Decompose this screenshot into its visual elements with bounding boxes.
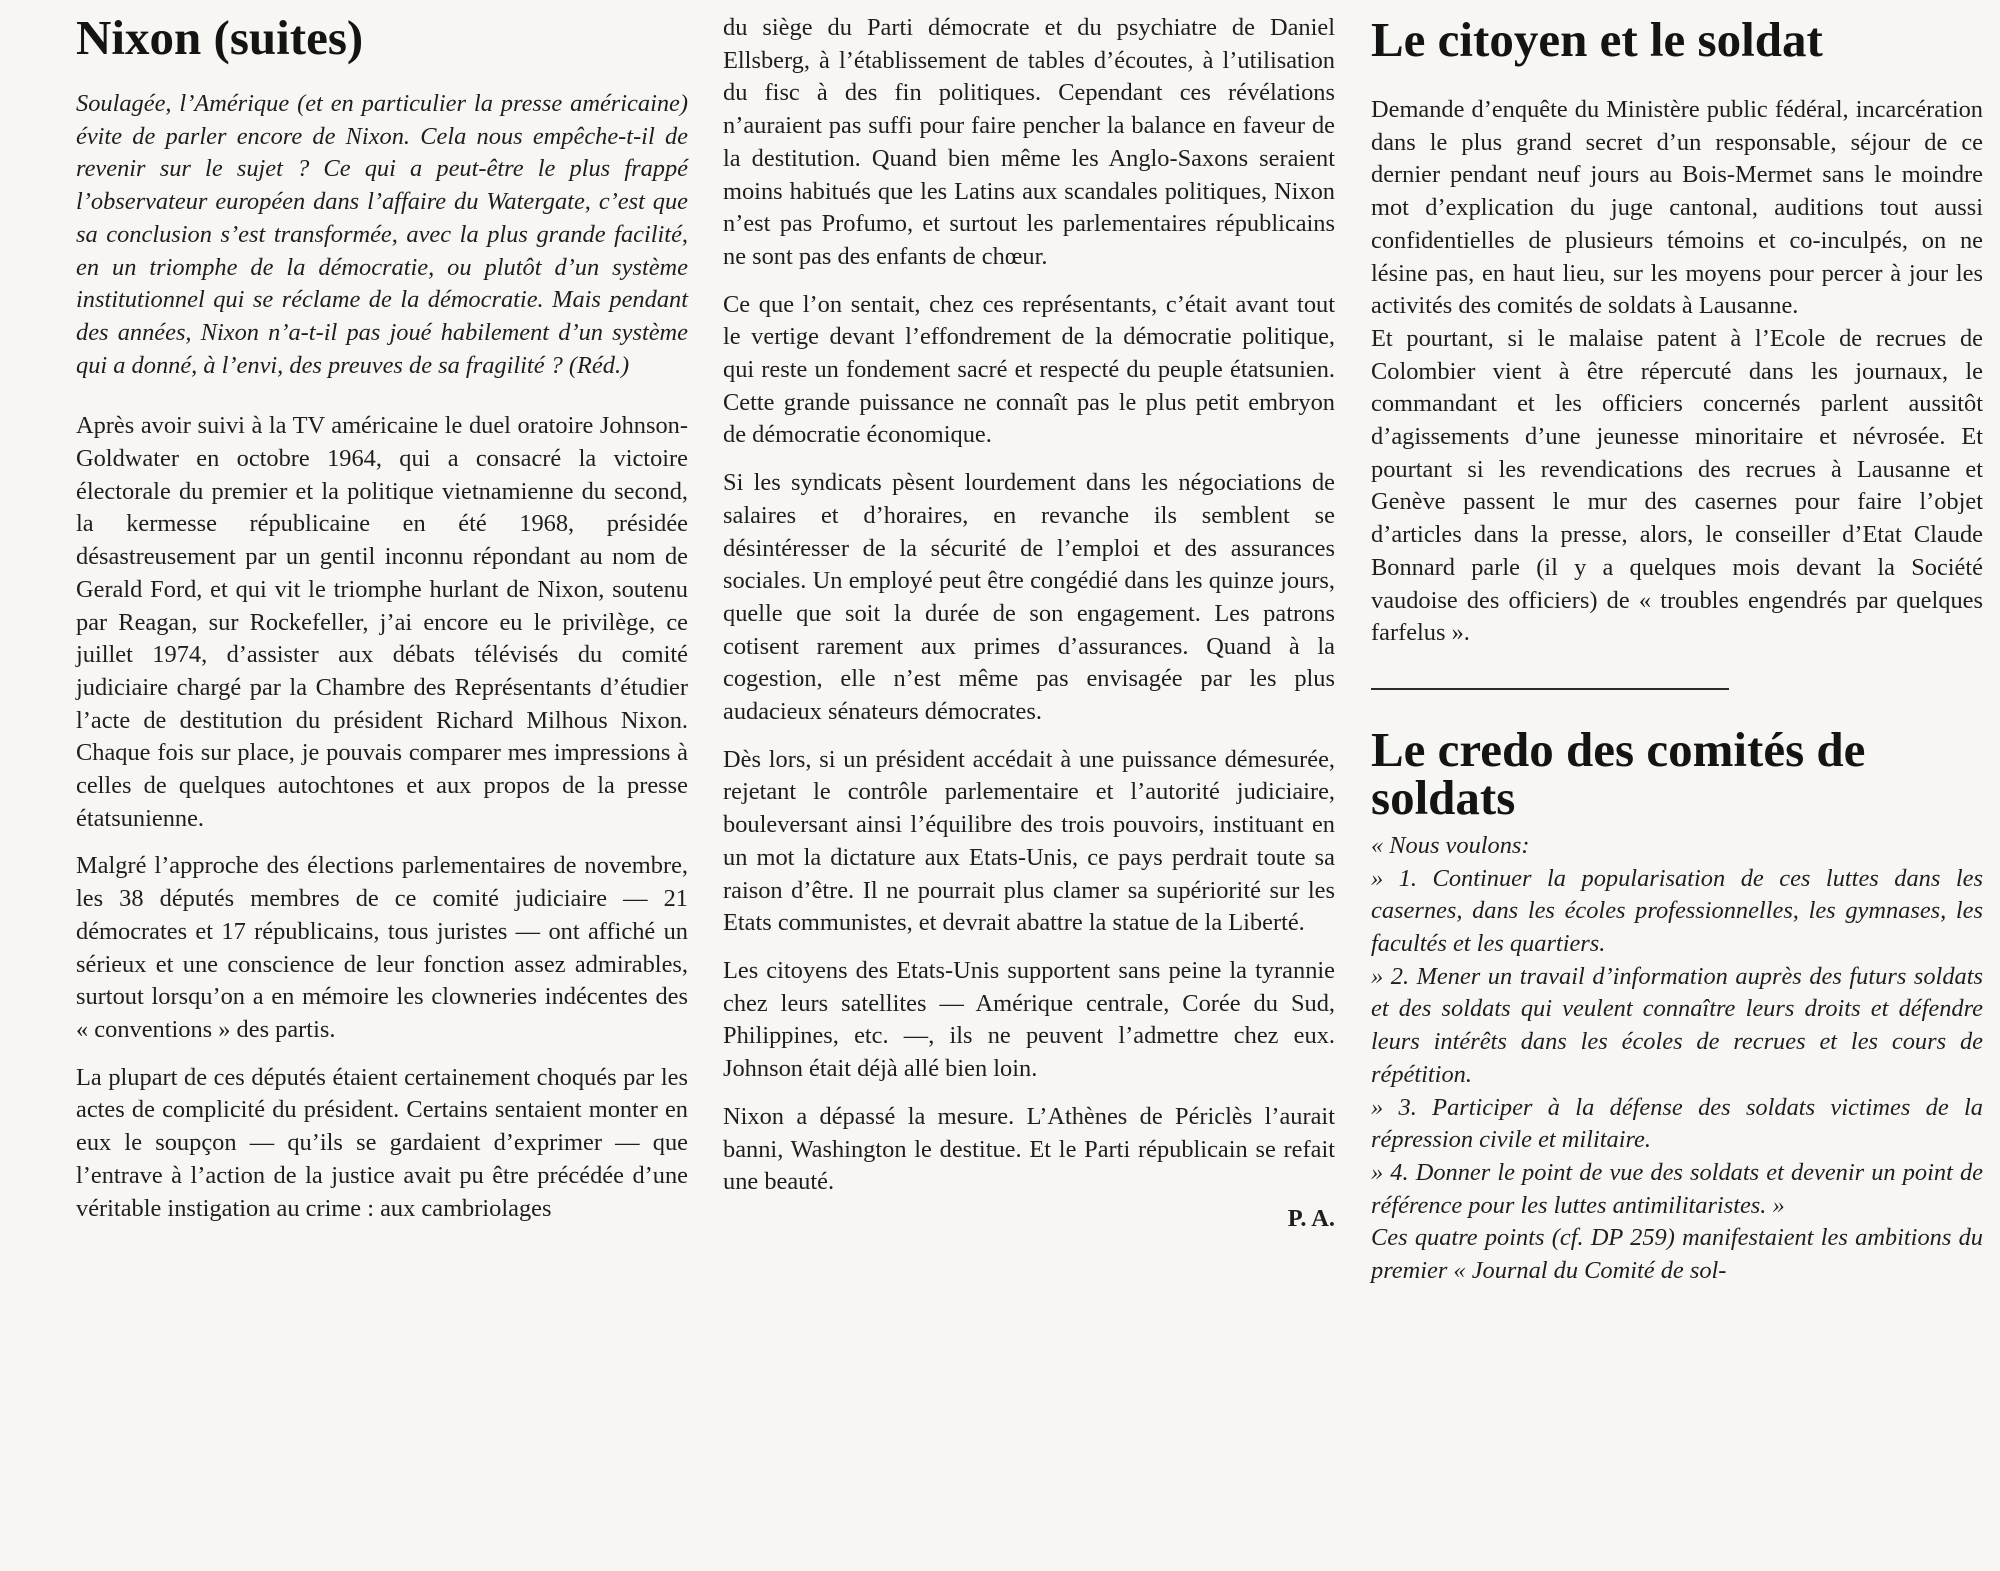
- article-paragraph: Si les syndicats pèsent lourdement dans les négociations de salaires et d’horaires, en revanche ils semblent se désintéresser de la sécurité de l’emploi et des assurances sociales. Un employé peut être congédié dans les quinze jours, quelle que soit la durée de son engagement. Les patrons cotisent rarement aux primes d’assurances. Quand à la cogestion, elle n’est même pas envisagée par les plus audacieux sénateurs démocrates.: [723, 469, 1335, 726]
- article-title-nixon: Nixon (suites): [76, 10, 364, 65]
- article-paragraph: Demande d’enquête du Ministère public fédéral, incarcération dans le plus grand secret d’un responsable, séjour de ce dernier pendant neuf jours au Bois-Mermet sans le moindre mot d’explication du juge cantonal, auditions tout aussi confidentielles de plusieurs témoins et co-inculpés, on ne lésine pas, en haut lieu, sur les moyens pour percer à jour les activités des comités de soldats à Lausanne.: [1371, 96, 1983, 320]
- credo-item: » 4. Donner le point de vue des soldats et devenir un point de référence pour les luttes antimilitaristes. »: [1371, 1158, 1983, 1219]
- credo-item: » 3. Participer à la défense des soldats victimes de la répression civile et militaire.: [1371, 1093, 1983, 1154]
- section-divider: [1371, 688, 1729, 690]
- column-middle: [723, 0, 1335, 1236]
- editorial-intro: Soulagée, l’Amérique (et en particulier la presse américaine) évite de parler encore de Nixon. Cela nous empêche-t-il de revenir sur le sujet ? Ce qui a peut-être le plus frappé l’observateur européen dans l’affaire du Watergate, c’est que sa conclusion s’est transformée, avec la plus grande facilité, en un triomphe de la démocratie, ou plutôt d’un système institutionnel qui se réclame de la démocratie. Mais pendant des années, Nixon n’a-t-il pas joué habilement d’un système qui a donné, à l’envi, des preuves de sa fragilité ? (Réd.): [76, 90, 688, 379]
- article-paragraph: du siège du Parti démocrate et du psychiatre de Daniel Ellsberg, à l’établissement de tables d’écoutes, à l’utilisation du fisc à des fin politiques. Cependant ces révélations n’auraient pas suffi pour faire pencher la balance en faveur de la destitution. Quand bien même les Anglo-Saxons seraient moins habitués que les Latins aux scandales politiques, Nixon n’est pas Profumo, et surtout les parlementaires républicains ne sont pas des enfants de chœur.: [723, 14, 1335, 270]
- credo-item: » 1. Continuer la popularisation de ces luttes dans les casernes, dans les écoles professionnelles, les gymnases, les facultés et les quartiers.: [1371, 864, 1983, 958]
- credo-item: » 2. Mener un travail d’information auprès des futurs soldats et des soldats qui veulent connaître leurs droits et défendre leurs intérêts dans les écoles de recrues et les cours de répétition.: [1371, 962, 1983, 1088]
- article-title-credo: Le credo des comités de soldats: [1371, 721, 1866, 825]
- article-paragraph: Les citoyens des Etats-Unis supportent sans peine la tyrannie chez leurs satellites — Amérique centrale, Corée du Sud, Philippines, etc. —, ils ne peuvent l’admettre chez eux. Johnson était déjà allé bien loin.: [723, 956, 1335, 1083]
- article-paragraph: Ce que l’on sentait, chez ces représentants, c’était avant tout le vertige devant l’effondrement de la démocratie politique, qui reste un fondement sacré et respecté du peuple étatsunien. Cette grande puissance ne connaît pas le plus petit embryon de démocratie économique.: [723, 290, 1335, 449]
- credo-item: « Nous voulons:: [1371, 831, 1530, 859]
- article-paragraph: Malgré l’approche des élections parlementaires de novembre, les 38 députés membres de ce comité judiciaire — 21 démocrates et 17 républicains, tous juristes — ont affiché un sérieux et une conscience de leur fonction assez admirables, surtout lorsqu’on a en mémoire les clowneries indécentes des « conventions » des partis.: [76, 852, 688, 1043]
- article-paragraph: Dès lors, si un président accédait à une puissance démesurée, rejetant le contrôle parlementaire et l’autorité judiciaire, bouleversant ainsi l’équilibre des trois pouvoirs, instituant en un mot la dictature aux Etats-Unis, ce pays perdrait toute sa raison d’être. Il ne pourrait plus clamer sa supériorité sur les Etats communistes, et devrait abattre la statue de la Liberté.: [723, 745, 1335, 937]
- author-signature: P. A.: [1287, 1204, 1335, 1232]
- column-right: [1371, 0, 1983, 1288]
- article-paragraph: Et pourtant, si le malaise patent à l’Ecole de recrues de Colombier vient à être répercuté dans les journaux, le commandant et les officiers concernés parlent aussitôt d’agissements d’une jeunesse minoritaire et névrosée. Et pourtant si les revendications des recrues à Lausanne et Genève passent le mur des casernes pour faire l’objet d’articles dans la presse, alors, le conseiller d’Etat Claude Bonnard parle (il y a quelques mois devant la Société vaudoise des officiers) de « troubles engendrés par quelques farfelus ».: [1371, 324, 1983, 647]
- article-paragraph: La plupart de ces députés étaient certainement choqués par les actes de complicité du président. Certains sentaient monter en eux le soupçon — qu’ils se gardaient d’exprimer — que l’entrave à l’action de la justice avait pu être précédée d’une véritable instigation au crime : aux cambriolages: [76, 1063, 688, 1222]
- article-paragraph: Nixon a dépassé la mesure. L’Athènes de Périclès l’aurait banni, Washington le destitue. Et le Parti républicain se refait une beauté.: [723, 1102, 1335, 1196]
- column-left: [76, 0, 688, 1225]
- credo-list: [1371, 830, 1983, 1288]
- article-title-citoyen: Le citoyen et le soldat: [1371, 12, 1823, 67]
- article-paragraph: Après avoir suivi à la TV américaine le duel oratoire Johnson-Goldwater en octobre 1964, qui a consacré la victoire électorale du premier et la politique vietnamienne du second, la kermesse républicaine en été 1968, présidée désastreusement par un gentil inconnu répondant au nom de Gerald Ford, et qui vit le triomphe hurlant de Nixon, soutenu par Reagan, sur Rockefeller, j’ai encore eu le privilège, ce juillet 1974, d’assister aux débats télévisés du comité judiciaire chargé par la Chambre des Représentants d’étudier l’acte de destitution du président Richard Milhous Nixon. Chaque fois sur place, je pouvais comparer mes impressions à celles de quelques autochtones et aux propos de la presse étatsunienne.: [76, 412, 688, 832]
- credo-item: Ces quatre points (cf. DP 259) manifestaient les ambitions du premier « Journal du Comité de sol-: [1371, 1224, 1983, 1285]
